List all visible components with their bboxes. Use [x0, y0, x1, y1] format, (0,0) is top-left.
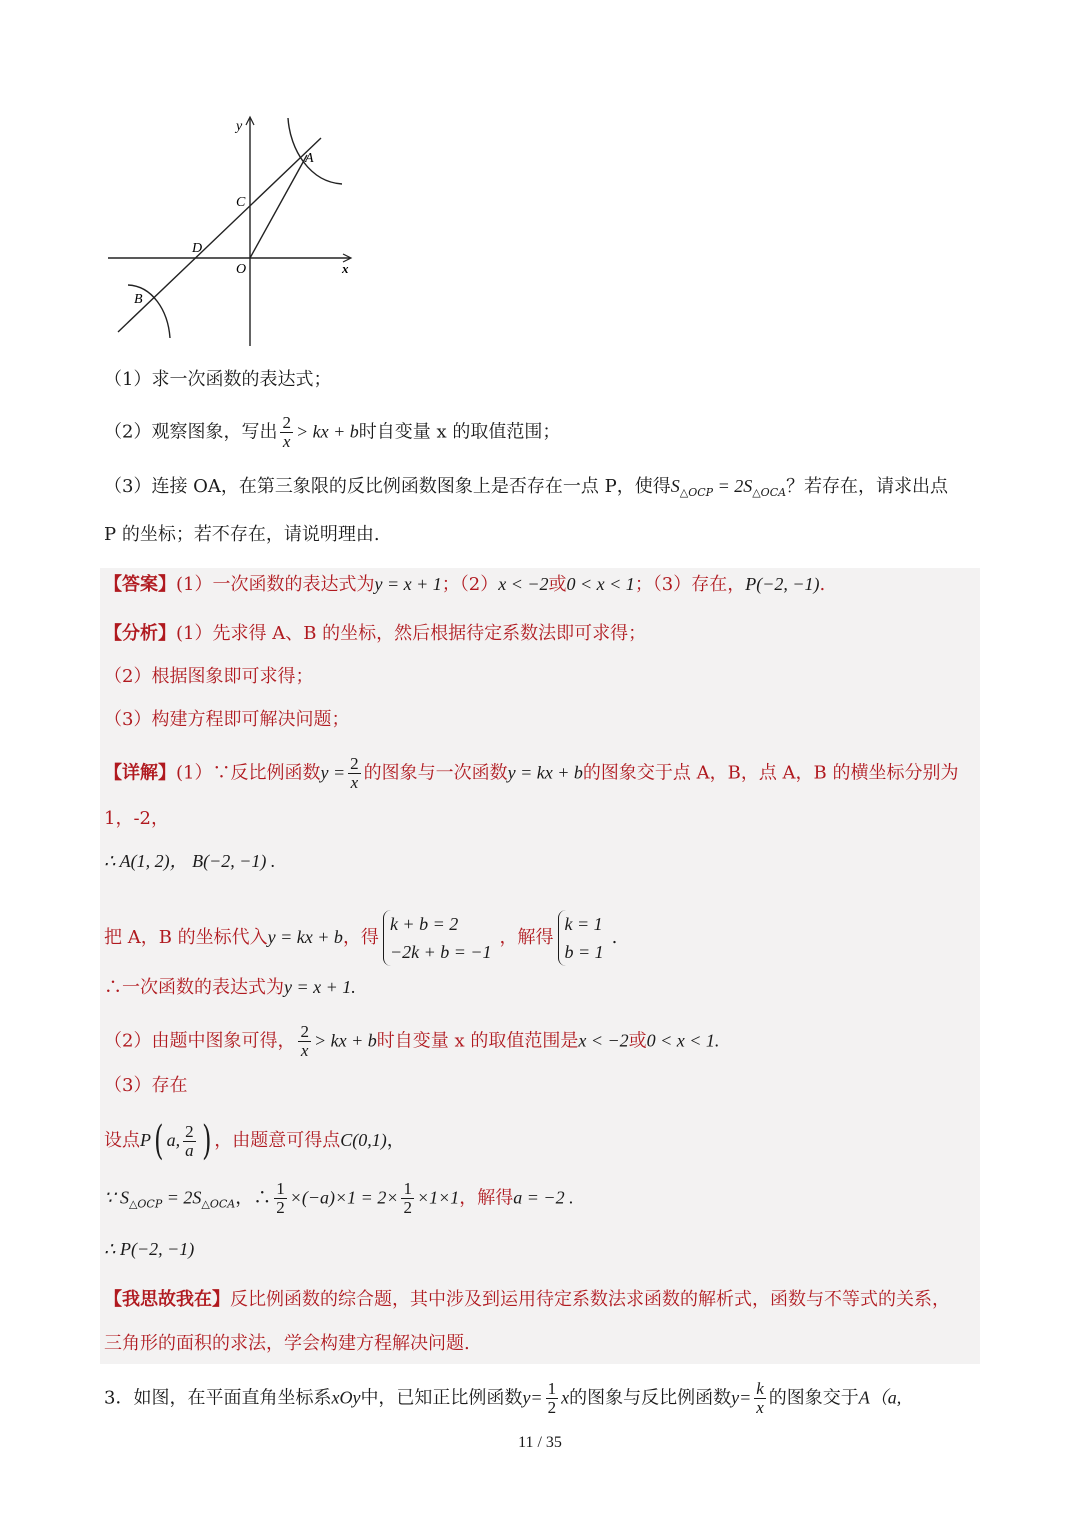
detail-line-2: 1，-2， [104, 808, 169, 829]
detail-l9-d: ×(−a)×1 = 2× [289, 1187, 399, 1208]
detail-line-1 [104, 755, 959, 792]
detail-l9-g: a = −2 . [513, 1187, 574, 1208]
detail-l1-c: 的图象交于点 A，B，点 A，B 的横坐标分别为 [582, 762, 959, 784]
answer-p3-end: . [819, 574, 826, 595]
detail-l6-eq2: x < −2 [578, 1030, 629, 1051]
detail-l4-eq: y = kx + b [267, 927, 343, 947]
q3n-frac-1 [546, 1380, 559, 1417]
detail-l9-f: ，解得 [459, 1187, 514, 1209]
detail-l9-sub2: △OCA [201, 1197, 236, 1211]
q3n-eq1: y= [522, 1387, 543, 1408]
detail-line-8 [104, 1118, 405, 1164]
detail-l8-P: P [140, 1130, 151, 1150]
detail-l8-frac [183, 1123, 196, 1160]
q3n-a: 3．如图，在平面直角坐标系 [104, 1387, 332, 1409]
detail-l9-f1-num: 1 [276, 1179, 285, 1198]
detail-l8-a: 设点 [104, 1130, 140, 1151]
q2-ineq: > kx + b [295, 421, 359, 442]
detail-l4-system-1 [383, 910, 496, 966]
q2-suffix: 时自变量 x 的取值范围； [358, 421, 561, 443]
q3n-f2-den: x [756, 1398, 764, 1417]
detail-l1-frac-num: 2 [350, 754, 359, 773]
q3n-b: 中，已知正比例函数 [360, 1387, 523, 1409]
segment-OA [250, 155, 307, 258]
detail-l4-b: ，得 [342, 927, 379, 948]
detail-line-4 [104, 910, 617, 966]
reflection-line-1 [104, 1287, 950, 1313]
reflection-line-2: 三角形的面积的求法，学会构建方程解决问题. [104, 1333, 470, 1354]
point-A-label: A [305, 151, 314, 166]
detail-line-7: （3）存在 [104, 1075, 188, 1096]
detail-l9-f2-den: 2 [403, 1198, 412, 1217]
detail-l6-a: （2）由题中图象可得， [104, 1030, 296, 1052]
axis-y-label: y [236, 119, 243, 134]
answer-p1-eq: y = x + 1 [374, 574, 442, 594]
sys1-eq-a: k + b = 2 [389, 914, 459, 934]
axis-x-label: x [342, 261, 349, 276]
analysis-l1: (1）先求得 A、B 的坐标，然后根据待定系数法即可求得； [176, 623, 647, 644]
answer-p2-or: 或 [548, 574, 567, 595]
detail-l8-b: ，由题意可得点 [214, 1130, 341, 1151]
detail-l6-b: 时自变量 x 的取值范围是 [376, 1030, 579, 1052]
detail-l1-b: 的图象与一次函数 [363, 762, 508, 784]
left-paren: ( [154, 1118, 164, 1164]
detail-l4-system-2 [558, 910, 608, 966]
detail-l8-frac-num: 2 [185, 1121, 194, 1141]
detail-l6-frac [298, 1023, 311, 1060]
answer-tag: 【答案】 [104, 574, 176, 595]
answer-p2: ；（2） [441, 574, 499, 595]
detail-line-5 [104, 974, 356, 1001]
detail-line-6 [104, 1023, 719, 1060]
detail-l4-a: 把 A，B 的坐标代入 [104, 927, 268, 948]
detail-line-9 [104, 1180, 574, 1218]
analysis-line-3: （3）构建方程即可解决问题； [104, 709, 350, 730]
q3-prefix: （3）连接 OA，在第三象限的反比例函数图象上是否存在一点 P，使得 [104, 476, 671, 497]
point-B-label: B [134, 292, 143, 307]
detail-l8-end: ， [386, 1130, 405, 1151]
answer-p2-eq: x < −2 [498, 574, 549, 594]
detail-l6-eq3: 0 < x < 1. [646, 1030, 720, 1051]
q3n-c: 的图象与反比例函数 [569, 1387, 732, 1409]
detail-l1-eq2: y = kx + b [507, 762, 583, 783]
detail-l8-C: C(0,1) [340, 1130, 387, 1150]
q3n-eq2: y= [731, 1387, 752, 1408]
function-graph [100, 110, 370, 355]
page-number: 11 / 35 [518, 1434, 562, 1451]
q2-frac-den: x [282, 432, 291, 451]
detail-l1-frac-den: x [350, 773, 359, 792]
detail-l9-frac-2 [401, 1180, 414, 1217]
detail-l4-end: . [611, 927, 618, 948]
detail-l6-or: 或 [628, 1030, 647, 1052]
q3-sub1: △OCP [679, 486, 714, 499]
reflection-tag: 【我思故我在】 [104, 1289, 230, 1310]
analysis-line-2: （2）根据图象即可求得； [104, 666, 314, 687]
q3-mid: = 2S [713, 476, 753, 496]
answer-p1: (1）一次函数的表达式为 [176, 574, 375, 595]
q3n-f2-num: k [756, 1379, 764, 1398]
detail-l9-a: ∵ S [104, 1187, 129, 1208]
detail-line-10: ∴ P(−2, −1) [104, 1239, 195, 1259]
point-O-label: O [236, 262, 247, 277]
detail-l6-eq: > kx + b [313, 1030, 377, 1051]
sys2-eq-a: k = 1 [564, 914, 603, 934]
question-2 [104, 414, 560, 451]
q3-S1: S [670, 476, 680, 496]
analysis-line-1 [104, 621, 646, 647]
detail-l9-f1-den: 2 [276, 1198, 285, 1217]
sys2-eq-b: b = 1 [564, 942, 604, 962]
detail-l8-frac-den: a [185, 1140, 194, 1160]
detail-l9-f2-num: 1 [403, 1179, 412, 1198]
q3n-xOy: xOy [331, 1387, 361, 1408]
point-C-label: C [236, 195, 246, 210]
detail-l5-a: ∴一次函数的表达式为 [104, 977, 284, 998]
detail-l1-a: (1）∵反比例函数 [176, 762, 321, 784]
answer-p3-eq: P(−2, −1) [745, 574, 820, 594]
q3n-frac-2 [754, 1380, 766, 1417]
question-3-line2: P 的坐标；若不存在，请说明理由. [104, 524, 380, 545]
detail-l5-eq: y = x + 1. [284, 977, 356, 997]
detail-l4-c: ，解得 [499, 927, 554, 948]
detail-l8-a-var: a, [166, 1130, 181, 1150]
detail-l6-frac-den: x [300, 1041, 309, 1060]
answer-p3: ；（3）存在， [634, 574, 746, 595]
detail-l9-b: = 2S [162, 1187, 202, 1208]
detail-l6-frac-num: 2 [300, 1022, 309, 1041]
q3-sub2: △OCA [752, 486, 787, 499]
q3n-f1-num: 1 [547, 1379, 557, 1398]
q2-frac-num: 2 [282, 413, 291, 432]
reflection-l1: 反比例函数的综合题，其中涉及到运用待定系数法求函数的解析式，函数与不等式的关系， [230, 1289, 950, 1310]
right-paren: ) [201, 1118, 212, 1164]
q2-prefix: （2）观察图象，写出 [104, 421, 278, 443]
detail-l1-frac [348, 755, 361, 792]
line-kx-plus-b [118, 138, 321, 332]
q3n-d: 的图象交于 [768, 1387, 859, 1409]
answer-line [104, 571, 825, 598]
question-3 [104, 473, 948, 506]
point-D-label: D [192, 241, 203, 256]
q3n-e: A（a, [858, 1387, 902, 1408]
detail-line-3: ∴ A(1, 2)， B(−2, −1) . [104, 851, 276, 871]
detail-l9-frac-1 [274, 1180, 287, 1217]
sys1-eq-b: −2k + b = −1 [389, 942, 492, 962]
analysis-tag: 【分析】 [104, 623, 176, 644]
q3n-eq1b: x [561, 1387, 570, 1408]
q3n-f1-den: 2 [547, 1398, 557, 1417]
detail-l1-eq1: y = [320, 762, 346, 783]
detail-tag: 【详解】 [104, 762, 176, 784]
q2-fraction [280, 414, 293, 451]
answer-p2-eq2: 0 < x < 1 [566, 574, 635, 594]
detail-l9-e: ×1×1 [416, 1187, 460, 1208]
q3-suffix: ？若存在，请求出点 [786, 476, 949, 497]
detail-l9-sub1: △OCP [128, 1197, 163, 1211]
question-3-next [104, 1380, 901, 1417]
detail-l9-c: ，∴ [235, 1187, 272, 1209]
question-1: （1）求一次函数的表达式； [104, 369, 332, 390]
